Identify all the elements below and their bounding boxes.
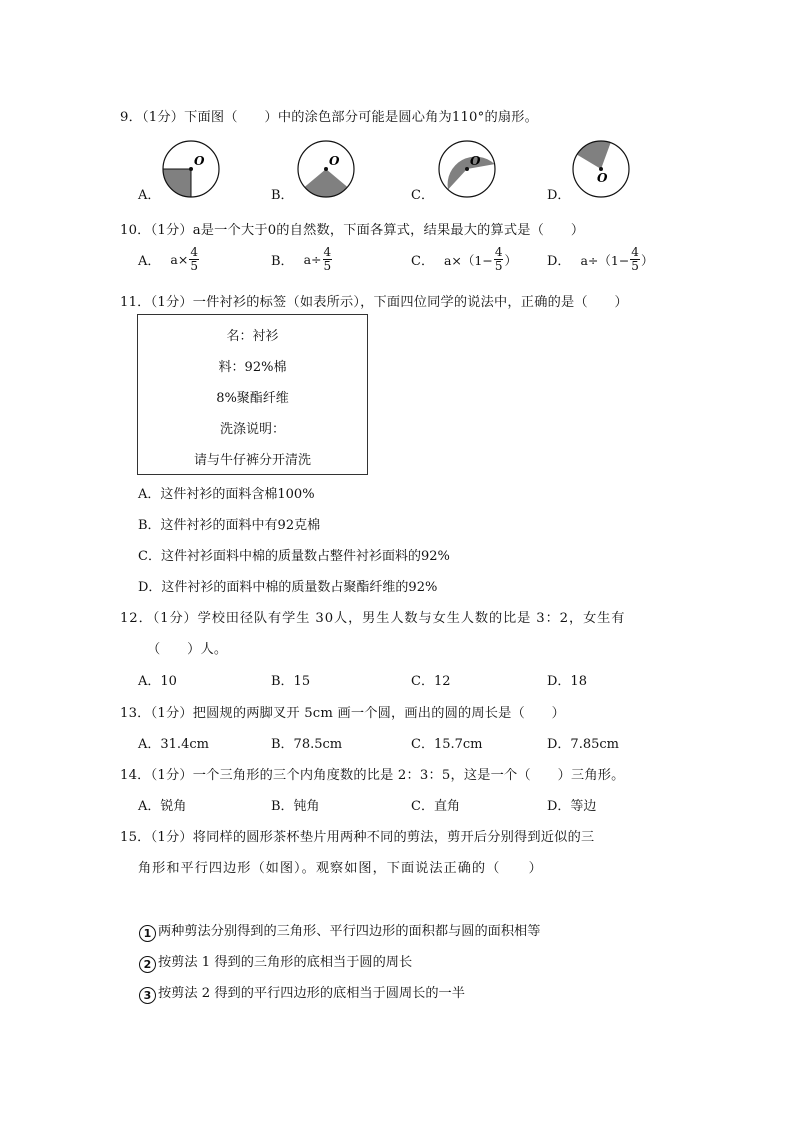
expr-pre: a×	[170, 252, 189, 267]
q13-option-d: D．7.85cm	[547, 737, 619, 752]
q9-stem: 9．（1分）下面图（ ）中的涂色部分可能是圆心角为110°的扇形。	[120, 110, 538, 125]
label-line-wash-note: 请与牛仔裤分开清洗	[193, 453, 311, 468]
q10-option-d	[547, 246, 653, 273]
q10-option-c	[411, 246, 517, 273]
shirt-label-table	[137, 314, 368, 475]
statement-text: 按剪法 2 得到的平行四边形的底相当于圆周长的一半	[158, 986, 465, 1001]
label-line-material: 料：92%棉	[218, 360, 287, 375]
q15-stem-line1: 15．（1分）将同样的圆形茶杯垫片用两种不同的剪法，剪开后分别得到近似的三	[120, 830, 595, 845]
q9-option-a-figure	[160, 138, 222, 200]
q12-option-c: C．12	[411, 674, 451, 689]
q14-option-b: B．钝角	[271, 799, 320, 814]
expr-pre: a÷	[303, 252, 322, 267]
circled-number: 2	[139, 956, 156, 973]
center-label: O	[470, 154, 481, 168]
option-label: A．	[138, 254, 161, 269]
q10-stem: 10．（1分）a是一个大于0的自然数，下面各算式，结果最大的算式是（ ）	[120, 223, 585, 238]
q15-statement-2	[139, 951, 412, 973]
q15-stem-line2: 角形和平行四边形（如图）。观察如图，下面说法正确的（ ）	[138, 861, 543, 876]
center-dot	[324, 167, 328, 171]
q10-option-b	[271, 246, 333, 273]
circled-number: 1	[139, 925, 156, 942]
option-label: D．	[547, 254, 571, 269]
q12-stem-line2: （ ）人。	[147, 642, 228, 657]
q11-option-c: C．这件衬衫面料中棉的质量数占整件衬衫面料的92%	[138, 549, 450, 564]
q9-option-b-figure	[295, 138, 357, 200]
q15-statement-1	[139, 920, 540, 942]
option-label: C．	[411, 254, 434, 269]
q11-option-a: A．这件衬衫的面料含棉100%	[138, 487, 315, 502]
q9-option-a-label: A．	[138, 188, 161, 203]
expr-post: ）	[640, 252, 654, 268]
center-label: O	[329, 154, 340, 168]
q9-option-c-label: C．	[411, 188, 434, 203]
statement-text: 两种剪法分别得到的三角形、平行四边形的面积都与圆的面积相等	[158, 924, 541, 939]
center-dot	[465, 167, 469, 171]
fraction: $\frac{4}{5}$	[323, 245, 332, 273]
q14-option-d: D．等边	[547, 799, 597, 814]
option-label: B．	[271, 254, 294, 269]
q10-option-a	[138, 246, 200, 273]
q12-option-d: D．18	[547, 674, 587, 689]
label-line-wash-title: 洗涤说明：	[219, 422, 285, 437]
q13-option-b: B．78.5cm	[271, 737, 343, 752]
fraction: $\frac{4}{5}$	[631, 245, 639, 273]
fraction: $\frac{4}{5}$	[494, 245, 503, 273]
q11-stem: 11．（1分）一件衬衫的标签（如表所示），下面四位同学的说法中，正确的是（ ）	[120, 295, 628, 310]
q11-option-d: D．这件衬衫的面料中棉的质量数占聚酯纤维的92%	[138, 580, 438, 595]
q12-option-b: B．15	[271, 674, 311, 689]
q12-stem-line1: 12．（1分）学校田径队有学生 30人，男生人数与女生人数的比是 3：2，女生有	[120, 611, 626, 626]
label-line-polyester: 8%聚酯纤维	[216, 391, 289, 406]
q9-option-c-figure	[436, 138, 498, 200]
q13-option-c: C．15.7cm	[411, 737, 483, 752]
shaded-sector	[577, 141, 611, 169]
q12-option-a: A．10	[138, 674, 177, 689]
q13-stem: 13．（1分）把圆规的两脚叉开 5cm 画一个圆，画出的圆的周长是（ ）	[120, 706, 566, 721]
center-dot	[189, 167, 193, 171]
expr-post: ）	[504, 252, 517, 268]
label-line-name: 名：衬衫	[226, 329, 279, 344]
q9-option-d-figure	[570, 138, 632, 200]
q14-option-c: C．直角	[411, 799, 460, 814]
q11-option-b: B．这件衬衫的面料中有92克棉	[138, 518, 321, 533]
q9-option-d-label: D．	[547, 188, 571, 203]
q14-stem: 14．（1分）一个三角形的三个内角度数的比是 2：3：5，这是一个（ ）三角形。	[120, 768, 625, 783]
expr-pre: a÷（1−	[580, 252, 630, 268]
q14-option-a: A．锐角	[138, 799, 187, 814]
q15-statement-3	[139, 982, 465, 1004]
center-label: O	[194, 154, 205, 168]
q13-option-a: A．31.4cm	[138, 737, 209, 752]
center-label: O	[597, 171, 608, 185]
expr-pre: a×（1−	[443, 252, 493, 268]
fraction: $\frac{4}{5}$	[190, 245, 198, 273]
circled-number: 3	[139, 987, 156, 1004]
q9-option-b-label: B．	[271, 188, 294, 203]
statement-text: 按剪法 1 得到的三角形的底相当于圆的周长	[158, 955, 413, 970]
